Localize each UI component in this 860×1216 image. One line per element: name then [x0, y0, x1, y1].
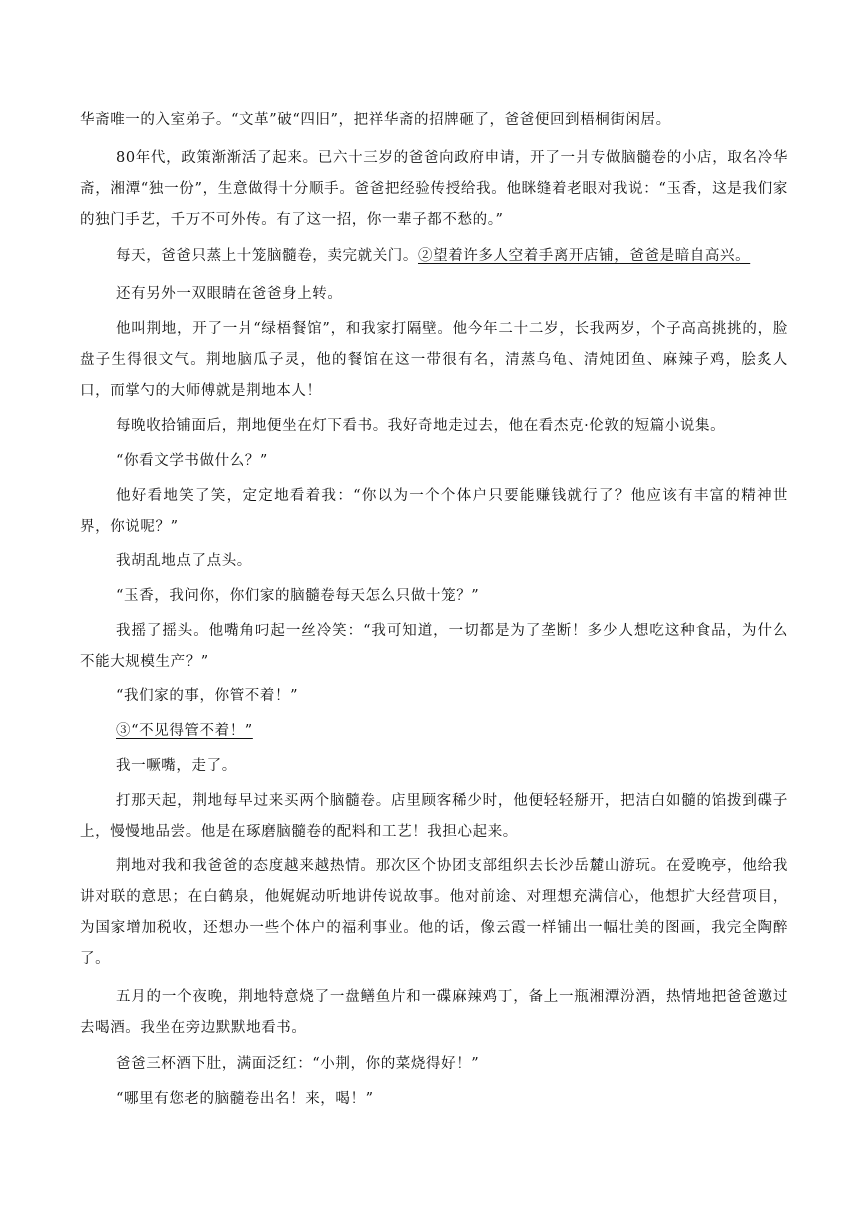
paragraph: “你看文学书做什么？” — [116, 453, 268, 469]
underlined-sentence-3: ③“不见得管不着！” — [116, 723, 253, 739]
paragraph: 打那天起，荆地每早过来买两个脑髓卷。店里顾客稀少时，他便轻轻掰开，把洁白如髓的馅拨到碟子上，慢慢地品尝。他是在琢磨脑髓卷的配料和工艺！我担心起来。 — [80, 793, 788, 840]
paragraph: 我胡乱地点了点头。 — [116, 553, 252, 569]
underlined-sentence-2: ②望着许多人空着手离开店铺，爸爸是暗自高兴。 — [418, 248, 751, 264]
paragraph: “哪里有您老的脑髓卷出名！来，喝！” — [116, 1091, 374, 1107]
paragraph: 华斋唯一的入室弟子。“文革”破“四旧”，把祥华斋的招牌砸了，爸爸便回到梧桐街闲居。 — [80, 112, 671, 128]
paragraph: “我们家的事，你管不着！” — [116, 688, 299, 704]
paragraph: 80年代，政策渐渐活了起来。已六十三岁的爸爸向政府申请，开了一爿专做脑髓卷的小店，取名冷华斋，湘潭“独一份”，生意做得十分顺手。爸爸把经验传授给我。他眯缝着老眼对我说：“玉香，这是我们家的独门手艺，千万不可外传。有了这一招，你一辈子都不愁的。” — [80, 150, 788, 228]
paragraph: 五月的一个夜晚，荆地特意烧了一盘鳝鱼片和一碟麻辣鸡丁，备上一瓶湘潭汾酒，热情地把爸爸邀过去喝酒。我坐在旁边默默地看书。 — [80, 989, 788, 1036]
paragraph: 我一噘嘴，走了。 — [116, 758, 237, 774]
paragraph: 他好看地笑了笑，定定地看着我：“你以为一个个体户只要能赚钱就行了？他应该有丰富的精神世界，你说呢？” — [80, 488, 788, 535]
paragraph: 他叫荆地，开了一爿“绿梧餐馆”，和我家打隔壁。他今年二十二岁，长我两岁，个子高高挑挑的，脸盘子生得很文气。荆地脑瓜子灵，他的餐馆在这一带很有名，清蒸乌龟、清炖团鱼、麻辣子鸡，脍炙人口，而掌勺的大师傅就是荆地本人！ — [80, 321, 788, 399]
paragraph: 我摇了摇头。他嘴角叼起一丝冷笑：“我可知道，一切都是为了垄断！多少人想吃这种食品，为什么不能大规模生产？” — [80, 623, 788, 670]
paragraph: 每天，爸爸只蒸上十笼脑髓卷，卖完就关门。②望着许多人空着手离开店铺，爸爸是暗自高兴。 — [116, 248, 751, 264]
paragraph: 荆地对我和我爸爸的态度越来越热情。那次区个协团支部组织去长沙岳麓山游玩。在爱晚亭，他给我讲对联的意思；在白鹤泉，他娓娓动听地讲传说故事。他对前途、对理想充满信心，他想扩大经营项目，为国家增加税收，还想办一些个体户的福利事业。他的话，像云霞一样铺出一幅壮美的图画，我完全陶醉了。 — [80, 858, 788, 967]
paragraph — [80, 716, 788, 747]
paragraph: 每晚收拾铺面后，荆地便坐在灯下看书。我好奇地走过去，他在看杰克·伦敦的短篇小说集。 — [116, 418, 726, 434]
paragraph: 爸爸三杯酒下肚，满面泛红：“小荆，你的菜烧得好！” — [116, 1056, 480, 1072]
paragraph: 还有另外一双眼睛在爸爸身上转。 — [116, 286, 343, 302]
paragraph: “玉香，我问你，你们家的脑髓卷每天怎么只做十笼？” — [116, 588, 480, 604]
